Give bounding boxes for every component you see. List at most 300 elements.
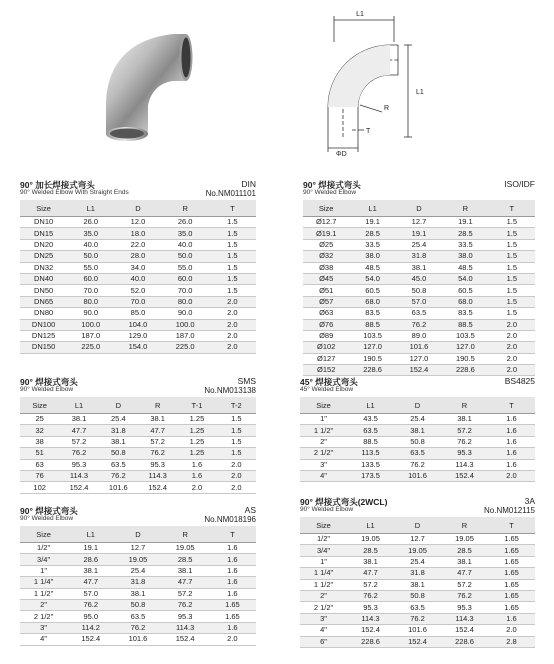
table-cell: 2.0	[209, 634, 256, 645]
table-row	[20, 228, 256, 239]
table-cell: 34.0	[114, 262, 161, 273]
table-cell: 3/4"	[20, 554, 67, 565]
table-cell: 1.5	[489, 239, 535, 250]
table-cell: 57.2	[162, 588, 209, 599]
table-cell: 19.1	[349, 217, 395, 228]
table-row	[303, 365, 535, 376]
table-cell: 1/2"	[300, 534, 347, 545]
table-cell: 76.2	[99, 470, 138, 481]
section-title: 90° 焊接式弯头	[20, 506, 78, 516]
table-row	[20, 251, 256, 262]
table-row	[300, 556, 535, 567]
table-cell: 70.0	[162, 285, 209, 296]
table-cell: 101.6	[394, 625, 441, 636]
table-cell: 70.0	[114, 296, 161, 307]
table-cell: 57.2	[441, 579, 488, 590]
table-cell: 28.0	[114, 251, 161, 262]
table-cell: 225.0	[67, 342, 114, 353]
column-header: T	[209, 200, 256, 217]
table-cell: 1 1/4"	[20, 577, 67, 588]
table-cell: 31.8	[114, 577, 161, 588]
table-cell: 129.0	[114, 330, 161, 341]
table-cell: 63.5	[394, 602, 441, 613]
table-cell: 60.5	[349, 285, 395, 296]
table-cell: 63.5	[347, 425, 394, 436]
section-title: 90° 加长焊接式弯头	[20, 180, 95, 190]
table-cell: 95.0	[67, 611, 114, 622]
table-cell: 1.6	[177, 470, 216, 481]
table-cell: 38.1	[441, 414, 488, 425]
table-cell: 38.1	[394, 425, 441, 436]
table-cell: 57.2	[59, 436, 98, 447]
table-cell: DN20	[20, 239, 67, 250]
section-code: No.NM012115	[484, 506, 535, 515]
table-row	[300, 579, 535, 590]
column-header: L1	[349, 200, 395, 217]
table-cell: 60.5	[442, 285, 488, 296]
table-cell: 57.0	[396, 296, 442, 307]
table-cell: 57.2	[441, 425, 488, 436]
table-cell: 50.0	[162, 251, 209, 262]
table-cell: 12.7	[114, 543, 161, 554]
table-cell: 1.65	[209, 611, 256, 622]
table-cell: 83.5	[349, 308, 395, 319]
table-cell: 38.1	[59, 414, 98, 425]
table-row	[303, 342, 535, 353]
table-cell: DN15	[20, 228, 67, 239]
table-row	[303, 217, 535, 228]
column-header: T	[488, 517, 535, 534]
table-cell: 33.5	[442, 239, 488, 250]
column-header: L1	[59, 397, 98, 414]
column-header: R	[441, 397, 488, 414]
table-cell: 1.6	[209, 565, 256, 576]
table-cell: 47.7	[59, 425, 98, 436]
table-cell: 1.6	[177, 459, 216, 470]
table-row	[20, 436, 256, 447]
table-cell: 70.0	[67, 285, 114, 296]
table-cell: 47.7	[162, 577, 209, 588]
table-cell: 50.0	[67, 251, 114, 262]
table-cell: 4"	[300, 625, 347, 636]
table-cell: 1.5	[209, 273, 256, 284]
column-header: R	[441, 517, 488, 534]
table-cell: DN32	[20, 262, 67, 273]
table-cell: 1.5	[209, 228, 256, 239]
table-cell: 38.1	[396, 262, 442, 273]
table-cell: DN150	[20, 342, 67, 353]
table-cell: 1/2"	[20, 543, 67, 554]
table-cell: Ø45	[303, 273, 349, 284]
column-header: T-2	[217, 397, 256, 414]
table-cell: 54.0	[442, 273, 488, 284]
table-cell: DN65	[20, 296, 67, 307]
table-cell: 1.5	[489, 251, 535, 262]
table-cell: 76.2	[441, 436, 488, 447]
table-cell: 28.5	[347, 545, 394, 556]
table-cell: 1.6	[488, 425, 535, 436]
column-header: R	[162, 526, 209, 543]
table-cell: Ø63	[303, 308, 349, 319]
table-cell: DN25	[20, 251, 67, 262]
table-cell: 95.3	[441, 448, 488, 459]
table-row	[20, 565, 256, 576]
table-cell: 50.8	[99, 448, 138, 459]
table-cell: 43.5	[347, 414, 394, 425]
table-cell: 1.5	[217, 436, 256, 447]
table-row	[303, 262, 535, 273]
column-header: Size	[300, 397, 347, 414]
table-cell: Ø89	[303, 330, 349, 341]
table-cell: 103.5	[442, 330, 488, 341]
table-cell: 228.6	[441, 636, 488, 647]
table-row	[300, 448, 535, 459]
column-header: L1	[67, 526, 114, 543]
table-cell: 2.0	[217, 482, 256, 493]
table-cell: 1.5	[489, 228, 535, 239]
table-row	[300, 545, 535, 556]
table-cell: 1 1/4"	[300, 568, 347, 579]
table-cell: 28.5	[441, 545, 488, 556]
column-header: Size	[303, 200, 349, 217]
table-cell: 57.0	[67, 588, 114, 599]
table-row	[20, 634, 256, 645]
table-cell: 152.4	[396, 365, 442, 376]
table-cell: 55.0	[162, 262, 209, 273]
table-cell: 80.0	[67, 296, 114, 307]
table-cell: 2.0	[217, 470, 256, 481]
table-cell: DN40	[20, 273, 67, 284]
table-row	[20, 622, 256, 633]
table-cell: 63.5	[394, 448, 441, 459]
table-cell: 19.1	[67, 543, 114, 554]
table-cell: 2.0	[209, 330, 256, 341]
label-l1-top: L1	[356, 11, 364, 18]
section-title: 45° 焊接式弯头	[300, 377, 358, 387]
section-code: No.NM018196	[204, 515, 256, 524]
table-row	[20, 577, 256, 588]
table-cell: 1"	[20, 565, 67, 576]
table-cell: 90.0	[162, 308, 209, 319]
table-cell: 45.0	[396, 273, 442, 284]
section-title: 90° 焊接式弯头	[20, 377, 78, 387]
table-cell: 2.0	[209, 342, 256, 353]
table-cell: 4"	[300, 470, 347, 481]
table-row	[20, 599, 256, 610]
3a-elbow-section	[300, 496, 535, 648]
table-cell: 1.5	[489, 285, 535, 296]
table-cell: 100.0	[162, 319, 209, 330]
table-cell: 1.5	[209, 262, 256, 273]
table-cell: 1.5	[209, 217, 256, 228]
table-cell: 1.25	[177, 448, 216, 459]
table-cell: 133.5	[347, 459, 394, 470]
table-cell: 1.5	[489, 273, 535, 284]
table-cell: 190.5	[349, 353, 395, 364]
table-cell: 114.2	[67, 622, 114, 633]
column-header: R	[162, 200, 209, 217]
table-cell: 1.65	[488, 556, 535, 567]
table-cell: 47.7	[138, 425, 177, 436]
table-row	[303, 330, 535, 341]
table-cell: 3"	[20, 622, 67, 633]
table-row	[300, 636, 535, 647]
table-cell: 152.4	[394, 636, 441, 647]
table-cell: 48.5	[349, 262, 395, 273]
table-cell: 114.3	[138, 470, 177, 481]
table-cell: 127.0	[442, 342, 488, 353]
table-cell: 101.6	[99, 482, 138, 493]
table-cell: 114.3	[162, 622, 209, 633]
table-cell: 40.0	[67, 239, 114, 250]
label-r: R	[384, 105, 390, 112]
column-header: R	[138, 397, 177, 414]
table-row	[303, 285, 535, 296]
table-cell: 76.2	[396, 319, 442, 330]
table-cell: 152.4	[67, 634, 114, 645]
table-cell: 1.6	[488, 459, 535, 470]
table-cell: 47.7	[347, 568, 394, 579]
table-row	[20, 342, 256, 353]
section-code: No.NM013138	[204, 386, 256, 395]
table-row	[303, 273, 535, 284]
table-cell: 113.5	[347, 448, 394, 459]
din-elbow-section	[20, 179, 256, 354]
table-cell: 88.5	[349, 319, 395, 330]
column-header: R	[442, 200, 488, 217]
table-cell: 2.0	[209, 296, 256, 307]
table-row	[300, 414, 535, 425]
table-cell: 76.2	[67, 599, 114, 610]
table-cell: 1.65	[488, 602, 535, 613]
table-cell: 1"	[300, 414, 347, 425]
table-cell: 2.0	[489, 342, 535, 353]
elbow-drawing-graphic	[300, 2, 425, 157]
table-cell: Ø51	[303, 285, 349, 296]
table-cell: 225.0	[162, 342, 209, 353]
section-header	[303, 179, 535, 200]
table-row	[20, 414, 256, 425]
table-cell: 60.0	[67, 273, 114, 284]
table-header-row	[303, 200, 535, 217]
table-cell: 95.3	[138, 459, 177, 470]
table-cell: 38.1	[114, 588, 161, 599]
table-cell: 2.0	[209, 308, 256, 319]
label-l1-side: L1	[416, 89, 424, 96]
table-cell: 25	[20, 414, 59, 425]
table-row	[20, 239, 256, 250]
table-cell: 2.0	[489, 365, 535, 376]
table-cell: 1.5	[209, 251, 256, 262]
as-elbow-section	[20, 505, 256, 646]
table-row	[300, 590, 535, 601]
table-header-row	[20, 526, 256, 543]
table-cell: 2.8	[488, 636, 535, 647]
table-cell: 6"	[300, 636, 347, 647]
table-cell: 228.6	[442, 365, 488, 376]
table-cell: 3/4"	[300, 545, 347, 556]
table-row	[20, 588, 256, 599]
table-row	[300, 470, 535, 481]
section-subtitle: 90° Welded Elbow	[20, 515, 74, 522]
table-cell: 152.4	[441, 470, 488, 481]
table-cell: 152.4	[59, 482, 98, 493]
table-cell: 28.6	[67, 554, 114, 565]
table-cell: 19.1	[396, 228, 442, 239]
table-cell: 76.2	[162, 599, 209, 610]
table-cell: 2 1/2"	[300, 602, 347, 613]
table-cell: 2.0	[177, 482, 216, 493]
table-cell: 114.3	[59, 470, 98, 481]
table-cell: 152.4	[162, 634, 209, 645]
table-cell: 63.5	[396, 308, 442, 319]
table-cell: 1.6	[209, 543, 256, 554]
column-header: Size	[20, 200, 67, 217]
column-header: Size	[20, 526, 67, 543]
table-cell: 104.0	[114, 319, 161, 330]
section-subtitle: 90° Welded Elbow	[20, 386, 74, 393]
section-header	[300, 496, 535, 517]
table-cell: 54.0	[349, 273, 395, 284]
elbow-technical-drawing	[300, 2, 425, 157]
table-cell: 31.8	[396, 251, 442, 262]
section-standard: 3A	[524, 496, 535, 506]
section-header	[300, 376, 535, 397]
table-cell: 25.4	[394, 556, 441, 567]
column-header: L1	[347, 517, 394, 534]
table-cell: 152.4	[347, 625, 394, 636]
table-cell: 33.5	[349, 239, 395, 250]
table-cell: 1.25	[177, 436, 216, 447]
table-cell: 25.4	[114, 565, 161, 576]
table-cell: 1.5	[489, 308, 535, 319]
table-row	[300, 459, 535, 470]
table-cell: 1 1/2"	[300, 425, 347, 436]
table-cell: 38.1	[441, 556, 488, 567]
table-row	[20, 217, 256, 228]
table-cell: 152.4	[441, 625, 488, 636]
column-header: D	[114, 200, 161, 217]
column-header: D	[396, 200, 442, 217]
table-cell: 76	[20, 470, 59, 481]
table-cell: 12.0	[114, 217, 161, 228]
table-row	[303, 228, 535, 239]
table-cell: 2.0	[489, 353, 535, 364]
spec-table	[300, 517, 535, 648]
table-cell: 127.0	[349, 342, 395, 353]
table-cell: 1.65	[488, 579, 535, 590]
column-header: L1	[67, 200, 114, 217]
table-row	[20, 308, 256, 319]
spec-table	[300, 397, 535, 482]
table-cell: 1"	[300, 556, 347, 567]
table-cell: DN50	[20, 285, 67, 296]
table-cell: 1.5	[209, 239, 256, 250]
elbow-photo-graphic	[88, 6, 198, 146]
table-row	[20, 319, 256, 330]
table-row	[20, 554, 256, 565]
column-header: T	[488, 397, 535, 414]
table-cell: 1 1/2"	[300, 579, 347, 590]
table-row	[20, 262, 256, 273]
section-code: No.NM011101	[205, 189, 256, 198]
table-cell: 228.6	[349, 365, 395, 376]
table-cell: 50.8	[394, 590, 441, 601]
table-cell: 127.0	[396, 353, 442, 364]
label-t: T	[366, 128, 371, 135]
table-cell: DN100	[20, 319, 67, 330]
table-cell: Ø152	[303, 365, 349, 376]
table-cell: 38.1	[394, 579, 441, 590]
section-subtitle: 90° Welded Elbow	[300, 506, 354, 513]
table-cell: 100.0	[67, 319, 114, 330]
table-cell: 1.65	[488, 534, 535, 545]
section-standard: SMS	[237, 376, 256, 386]
table-cell: 76.2	[347, 590, 394, 601]
spec-table	[20, 397, 256, 494]
table-cell: 173.5	[347, 470, 394, 481]
table-cell: 63	[20, 459, 59, 470]
table-cell: 40.0	[162, 239, 209, 250]
table-cell: Ø102	[303, 342, 349, 353]
table-cell: 38.0	[349, 251, 395, 262]
table-cell: 88.5	[442, 319, 488, 330]
table-cell: 3"	[300, 613, 347, 624]
section-standard: DIN	[241, 179, 256, 189]
table-cell: 95.3	[347, 602, 394, 613]
table-row	[20, 459, 256, 470]
table-cell: 38	[20, 436, 59, 447]
table-header-row	[300, 397, 535, 414]
section-standard: ISO/IDF	[504, 179, 535, 189]
table-cell: 1.5	[489, 262, 535, 273]
table-cell: 2"	[300, 436, 347, 447]
elbow-photo	[88, 6, 198, 146]
table-cell: 88.5	[347, 436, 394, 447]
table-cell: 1.6	[488, 448, 535, 459]
column-header: D	[99, 397, 138, 414]
table-cell: 50.8	[114, 599, 161, 610]
table-cell: 1.6	[488, 436, 535, 447]
table-cell: 1.25	[177, 425, 216, 436]
table-cell: 101.6	[394, 470, 441, 481]
table-cell: 3"	[300, 459, 347, 470]
table-cell: 154.0	[114, 342, 161, 353]
section-title: 90° 焊接式弯头	[303, 180, 361, 190]
table-cell: 101.6	[396, 342, 442, 353]
table-cell: 114.3	[441, 459, 488, 470]
table-cell: 114.3	[347, 613, 394, 624]
table-cell: 2.0	[488, 470, 535, 481]
table-cell: DN125	[20, 330, 67, 341]
table-row	[20, 543, 256, 554]
label-phi-d: ΦD	[336, 151, 347, 157]
table-cell: 19.05	[162, 543, 209, 554]
table-cell: 48.5	[442, 262, 488, 273]
section-title: 90° 焊接式弯头(2WCL)	[300, 497, 388, 507]
table-cell: 1.6	[209, 554, 256, 565]
table-cell: 76.2	[394, 613, 441, 624]
table-cell: 90.0	[67, 308, 114, 319]
table-row	[300, 425, 535, 436]
table-row	[303, 308, 535, 319]
table-cell: 1.6	[488, 613, 535, 624]
table-cell: 2.0	[489, 330, 535, 341]
table-row	[20, 273, 256, 284]
table-cell: 114.3	[441, 613, 488, 624]
table-cell: 4"	[20, 634, 67, 645]
table-row	[303, 251, 535, 262]
